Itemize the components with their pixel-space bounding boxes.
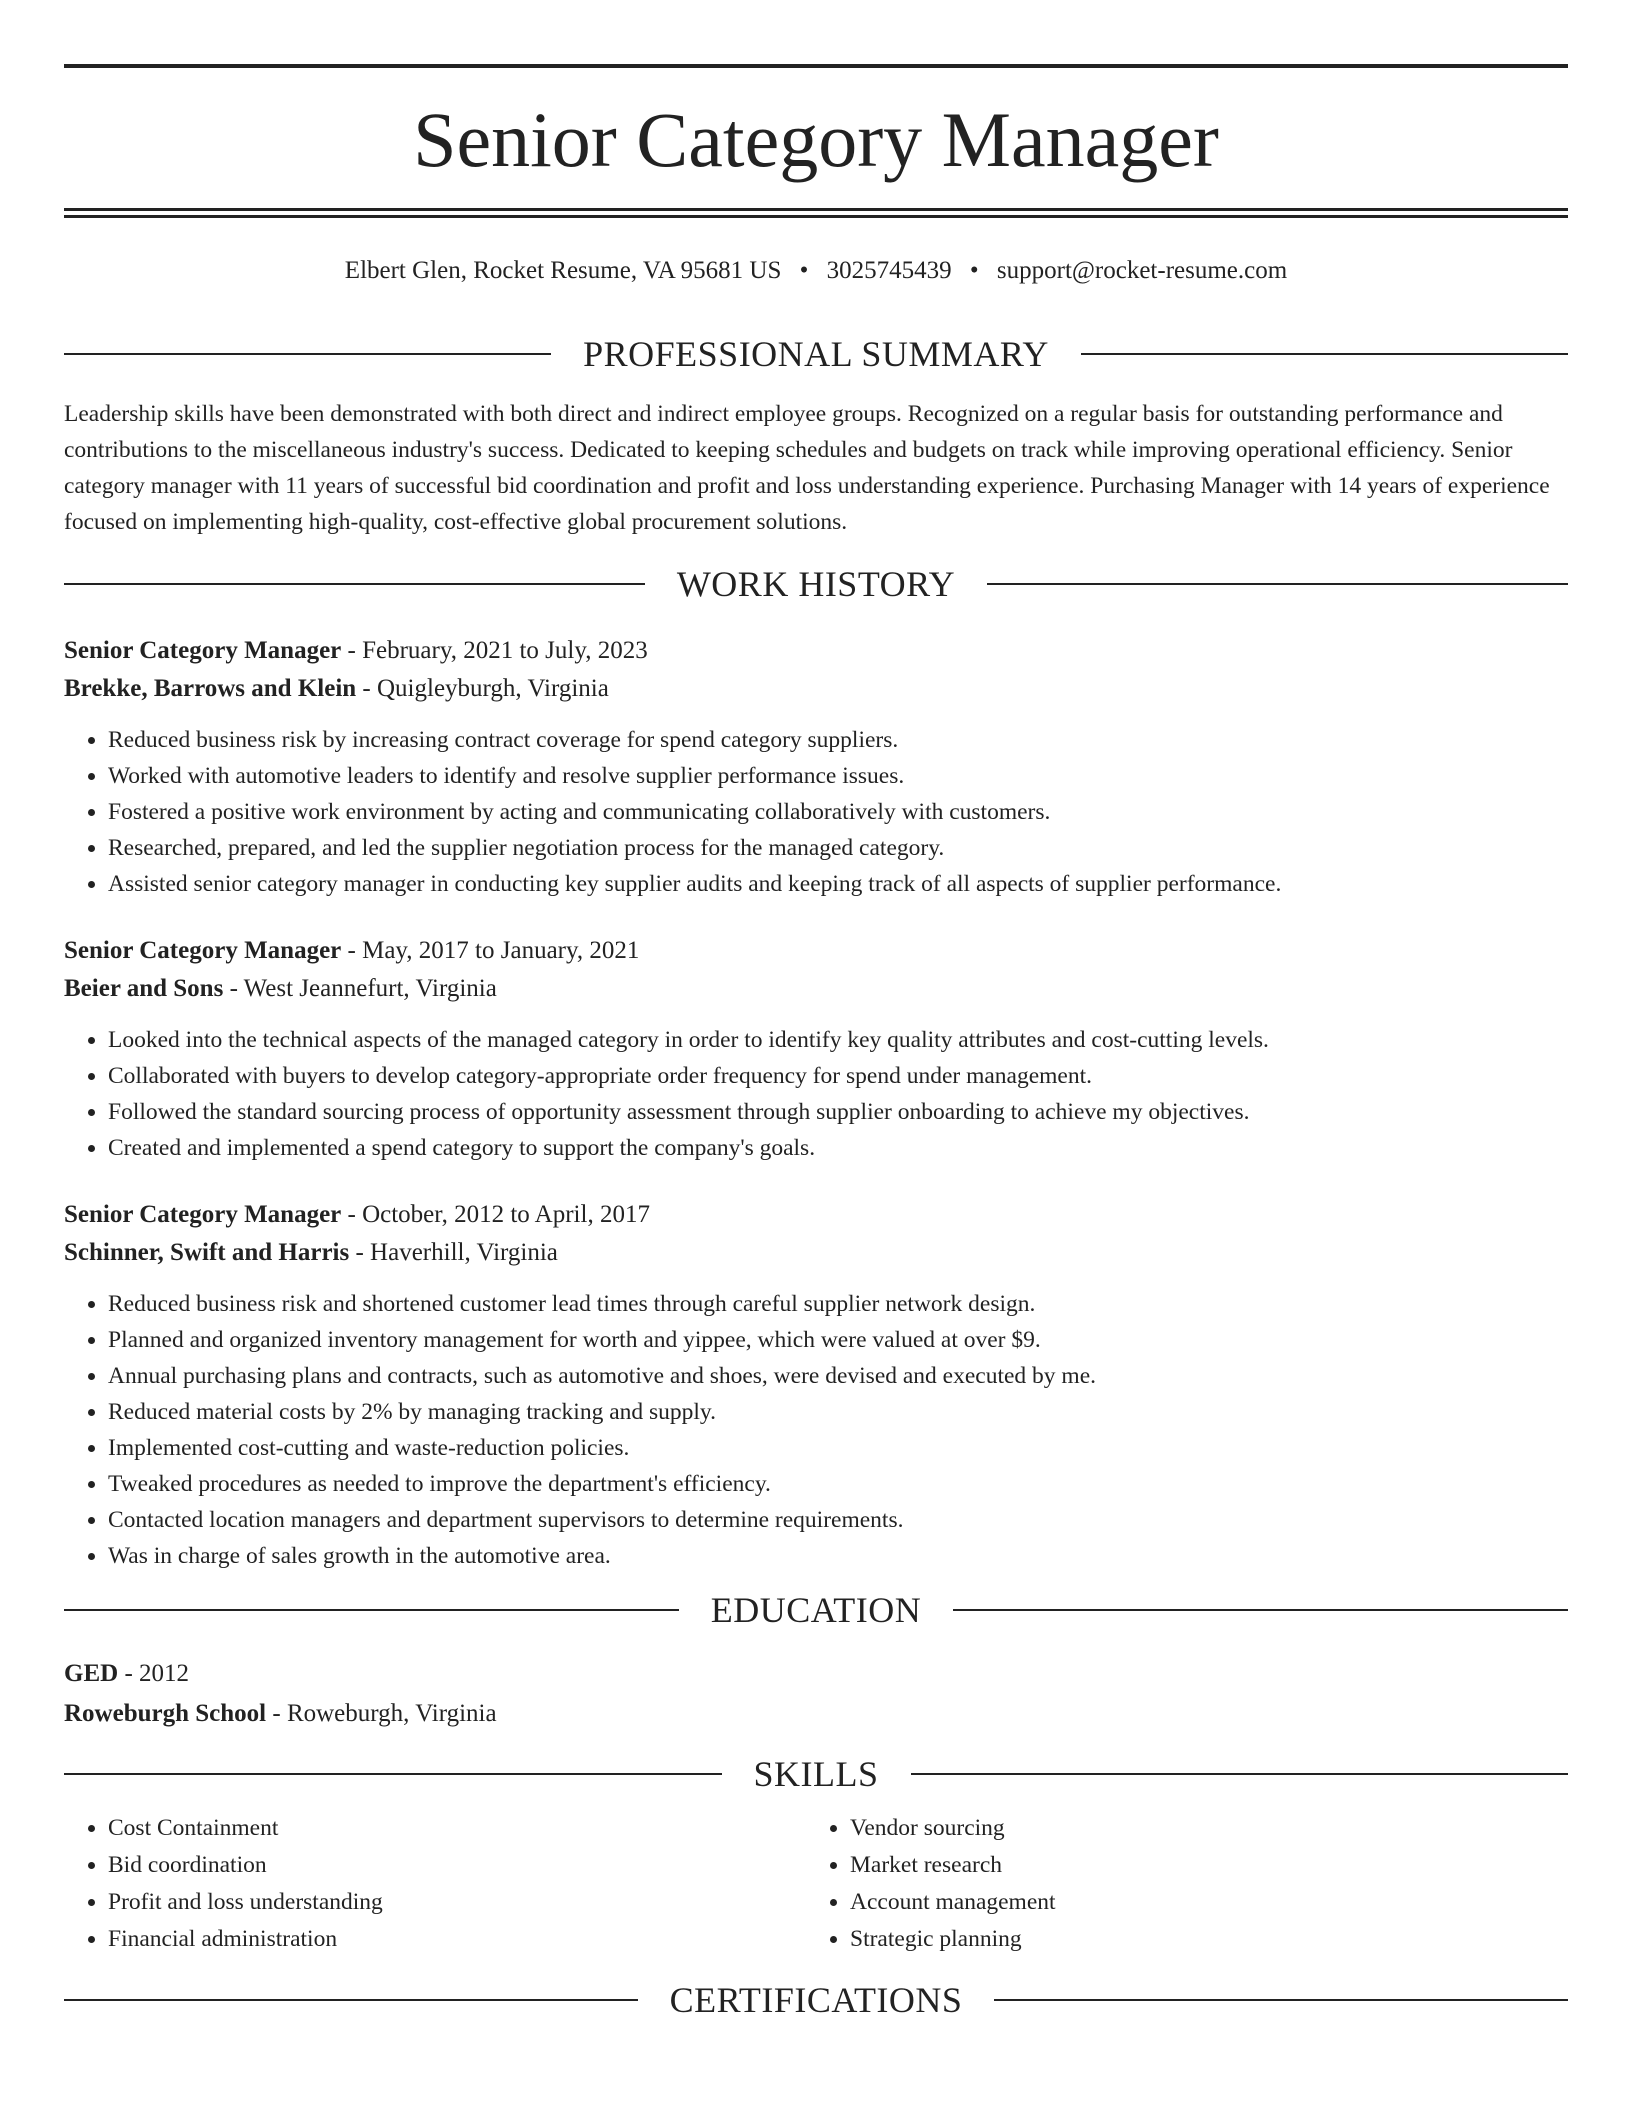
heading-rule	[911, 1773, 1569, 1775]
list-item: • Was in charge of sales growth in the automotive area.	[108, 1538, 1568, 1574]
job-dates: - February, 2021 to July, 2023	[341, 637, 648, 664]
heading-rule	[64, 1609, 679, 1611]
job-title-line	[64, 932, 1568, 970]
job-company-line	[64, 670, 1568, 708]
heading-rule	[64, 353, 551, 355]
job-bullets	[64, 722, 1568, 902]
job-company: Brekke, Barrows and Klein	[64, 675, 357, 702]
job-entry	[64, 1196, 1568, 1574]
skill-item: • Profit and loss understanding	[108, 1884, 806, 1921]
job-entry	[64, 932, 1568, 1166]
job-dates: - May, 2017 to January, 2021	[341, 937, 640, 964]
list-item: • Annual purchasing plans and contracts, such as automotive and shoes, were devised and executed by me.	[108, 1358, 1568, 1394]
education-degree: GED	[64, 1660, 119, 1687]
contact-separator: •	[969, 257, 979, 284]
skill-item: • Financial administration	[108, 1921, 806, 1958]
contact-phone: 3025745439	[826, 257, 952, 284]
skill-item: • Market research	[850, 1847, 1548, 1884]
list-item: • Tweaked procedures as needed to improve the department's efficiency.	[108, 1466, 1568, 1502]
contact-email: support@rocket-resume.com	[996, 257, 1288, 284]
list-item: • Assisted senior category manager in conducting key supplier audits and keeping track of all aspects of supplier performance.	[108, 866, 1568, 902]
section-heading-work-history	[64, 558, 1568, 610]
list-item: • Planned and organized inventory management for worth and yippee, which were valued at over $9.	[108, 1322, 1568, 1358]
list-item: • Fostered a positive work environment by acting and communicating collaboratively with customers.	[108, 794, 1568, 830]
heading-rule	[64, 583, 645, 585]
section-heading-certifications	[64, 1974, 1568, 2026]
skills-column-left	[64, 1810, 806, 1958]
education-year: - 2012	[118, 1660, 190, 1687]
heading-rule	[953, 1609, 1568, 1611]
job-title-line	[64, 632, 1568, 670]
job-location: - Quigleyburgh, Virginia	[356, 675, 609, 702]
skill-item: • Vendor sourcing	[850, 1810, 1548, 1847]
heading-rule	[1081, 353, 1568, 355]
skill-item: • Strategic planning	[850, 1921, 1548, 1958]
job-company-line	[64, 970, 1568, 1008]
job-title: Senior Category Manager	[64, 1201, 342, 1228]
section-title: EDUCATION	[710, 1590, 922, 1630]
list-item: • Researched, prepared, and led the supplier negotiation process for the managed category.	[108, 830, 1568, 866]
list-item: • Created and implemented a spend category to support the company's goals.	[108, 1130, 1568, 1166]
job-entry	[64, 632, 1568, 902]
education-location: - Roweburgh, Virginia	[266, 1700, 497, 1727]
list-item: • Worked with automotive leaders to identify and resolve supplier performance issues.	[108, 758, 1568, 794]
title-double-rule	[64, 208, 1568, 218]
section-heading-summary	[64, 328, 1568, 380]
summary-text: Leadership skills have been demonstrated with both direct and indirect employee groups. Recognized on a regular basis for outstanding performance and contributions to the miscellaneous industry's success. Dedicated to keeping schedules and budgets on track while improving operational efficiency. Senior category manager with 11 years of successful bid coordination and profit and loss understanding experience. Purchasing Manager with 14 years of experience focused on implementing high-quality, cost-effective global procurement solutions.	[64, 401, 1550, 535]
heading-rule	[64, 1999, 638, 2001]
section-title: CERTIFICATIONS	[669, 1980, 963, 2020]
job-company: Schinner, Swift and Harris	[64, 1239, 350, 1266]
skill-item: • Bid coordination	[108, 1847, 806, 1884]
resume-title: Senior Category Manager	[413, 96, 1219, 183]
section-title: PROFESSIONAL SUMMARY	[583, 334, 1049, 374]
skill-item: • Cost Containment	[108, 1810, 806, 1847]
list-item: • Contacted location managers and department supervisors to determine requirements.	[108, 1502, 1568, 1538]
job-bullets	[64, 1286, 1568, 1574]
section-heading-skills	[64, 1748, 1568, 1800]
job-title: Senior Category Manager	[64, 637, 342, 664]
resume-content	[64, 328, 1568, 2026]
job-dates: - October, 2012 to April, 2017	[341, 1201, 650, 1228]
section-title: SKILLS	[753, 1754, 879, 1794]
job-company: Beier and Sons	[64, 975, 224, 1002]
list-item: • Reduced business risk and shortened customer lead times through careful supplier network design.	[108, 1286, 1568, 1322]
skills-list	[64, 1810, 806, 1958]
education-degree-line	[64, 1654, 1568, 1694]
skills-grid	[64, 1810, 1568, 1958]
heading-rule	[994, 1999, 1568, 2001]
job-title-line	[64, 1196, 1568, 1234]
list-item: • Looked into the technical aspects of the managed category in order to identify key quality attributes and cost-cutting levels.	[108, 1022, 1568, 1058]
contact-separator: •	[799, 257, 809, 284]
job-location: - West Jeannefurt, Virginia	[223, 975, 497, 1002]
skills-list	[806, 1810, 1548, 1958]
job-location: - Haverhill, Virginia	[349, 1239, 558, 1266]
list-item: • Followed the standard sourcing process of opportunity assessment through supplier onboarding to achieve my objectives.	[108, 1094, 1568, 1130]
contact-address: Elbert Glen, Rocket Resume, VA 95681 US	[344, 257, 782, 284]
heading-rule	[987, 583, 1568, 585]
section-title: WORK HISTORY	[676, 564, 956, 604]
contact-line	[64, 254, 1568, 288]
list-item: • Reduced business risk by increasing contract coverage for spend category suppliers.	[108, 722, 1568, 758]
job-bullets	[64, 1022, 1568, 1166]
job-title: Senior Category Manager	[64, 937, 342, 964]
heading-rule	[64, 1773, 722, 1775]
education-school: Roweburgh School	[64, 1700, 267, 1727]
list-item: • Implemented cost-cutting and waste-reduction policies.	[108, 1430, 1568, 1466]
list-item: • Collaborated with buyers to develop category-appropriate order frequency for spend under management.	[108, 1058, 1568, 1094]
skills-column-right	[806, 1810, 1548, 1958]
job-company-line	[64, 1234, 1568, 1272]
skill-item: • Account management	[850, 1884, 1548, 1921]
section-heading-education	[64, 1584, 1568, 1636]
list-item: • Reduced material costs by 2% by managing tracking and supply.	[108, 1394, 1568, 1430]
top-rule	[64, 64, 1568, 68]
education-school-line	[64, 1694, 1568, 1734]
education-entry	[64, 1654, 1568, 1734]
